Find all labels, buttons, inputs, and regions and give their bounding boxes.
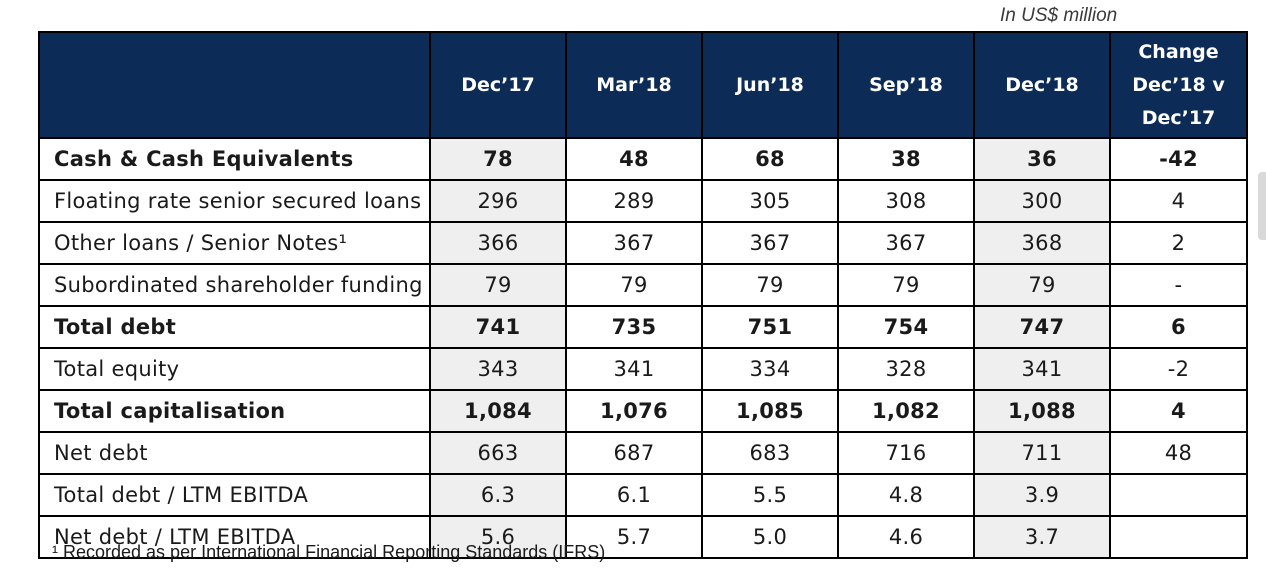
row-label: Subordinated shareholder funding	[39, 264, 430, 306]
cell-sep18: 754	[838, 306, 974, 348]
cell-sep18: 4.8	[838, 474, 974, 516]
cell-mar18: 687	[566, 432, 702, 474]
cell-dec17: 1,084	[430, 390, 566, 432]
cell-change: -42	[1110, 138, 1247, 180]
cell-mar18: 48	[566, 138, 702, 180]
cell-change	[1110, 474, 1247, 516]
cell-mar18: 367	[566, 222, 702, 264]
cell-mar18: 6.1	[566, 474, 702, 516]
cell-mar18: 5.7	[566, 516, 702, 558]
cell-mar18: 341	[566, 348, 702, 390]
cell-sep18: 1,082	[838, 390, 974, 432]
row-label: Total debt	[39, 306, 430, 348]
cell-sep18: 38	[838, 138, 974, 180]
cell-dec17: 663	[430, 432, 566, 474]
cell-dec18: 1,088	[974, 390, 1110, 432]
cell-jun18: 751	[702, 306, 838, 348]
table-row	[39, 222, 1247, 264]
cell-dec18: 747	[974, 306, 1110, 348]
cell-jun18: 334	[702, 348, 838, 390]
footnote: ¹ Recorded as per International Financial Reporting Standards (IFRS)	[52, 542, 606, 562]
cell-dec18: 341	[974, 348, 1110, 390]
cell-dec18: 79	[974, 264, 1110, 306]
cell-change: 4	[1110, 390, 1247, 432]
row-label: Floating rate senior secured loans	[39, 180, 430, 222]
capitalisation-table	[38, 31, 1248, 559]
column-header-dec18: Dec’18	[974, 32, 1110, 138]
row-label: Cash & Cash Equivalents	[39, 138, 430, 180]
table-row	[39, 306, 1247, 348]
header-corner-cell	[39, 32, 430, 138]
cell-dec18: 300	[974, 180, 1110, 222]
table-row	[39, 180, 1247, 222]
cell-change: 2	[1110, 222, 1247, 264]
row-label: Net debt	[39, 432, 430, 474]
column-header-dec17: Dec’17	[430, 32, 566, 138]
row-label: Other loans / Senior Notes¹	[39, 222, 430, 264]
cell-mar18: 1,076	[566, 390, 702, 432]
table-row	[39, 348, 1247, 390]
column-header-jun18: Jun’18	[702, 32, 838, 138]
cell-jun18: 1,085	[702, 390, 838, 432]
cell-sep18: 328	[838, 348, 974, 390]
scrollbar-thumb[interactable]	[1258, 172, 1266, 240]
cell-change: 4	[1110, 180, 1247, 222]
units-note: In US$ million	[1000, 5, 1118, 26]
cell-jun18: 79	[702, 264, 838, 306]
cell-change: -	[1110, 264, 1247, 306]
cell-mar18: 735	[566, 306, 702, 348]
cell-sep18: 716	[838, 432, 974, 474]
row-label: Total capitalisation	[39, 390, 430, 432]
cell-jun18: 367	[702, 222, 838, 264]
cell-change: 6	[1110, 306, 1247, 348]
cell-dec17: 343	[430, 348, 566, 390]
cell-dec18: 3.9	[974, 474, 1110, 516]
cell-change: -2	[1110, 348, 1247, 390]
table-row	[39, 138, 1247, 180]
cell-jun18: 5.0	[702, 516, 838, 558]
cell-dec18: 368	[974, 222, 1110, 264]
cell-change	[1110, 516, 1247, 558]
cell-dec17: 5.6	[430, 516, 566, 558]
cell-sep18: 367	[838, 222, 974, 264]
table-row	[39, 474, 1247, 516]
cell-sep18: 4.6	[838, 516, 974, 558]
cell-sep18: 79	[838, 264, 974, 306]
table-header-row	[39, 32, 1247, 138]
cell-dec17: 79	[430, 264, 566, 306]
cell-jun18: 5.5	[702, 474, 838, 516]
cell-dec17: 366	[430, 222, 566, 264]
cell-mar18: 289	[566, 180, 702, 222]
row-label: Net debt / LTM EBITDA	[39, 516, 430, 558]
cell-jun18: 305	[702, 180, 838, 222]
cell-dec18: 3.7	[974, 516, 1110, 558]
row-label: Total equity	[39, 348, 430, 390]
cell-dec18: 711	[974, 432, 1110, 474]
cell-dec18: 36	[974, 138, 1110, 180]
cell-jun18: 68	[702, 138, 838, 180]
cell-dec17: 6.3	[430, 474, 566, 516]
table-row	[39, 264, 1247, 306]
column-header-mar18: Mar’18	[566, 32, 702, 138]
cell-jun18: 683	[702, 432, 838, 474]
cell-mar18: 79	[566, 264, 702, 306]
cell-dec17: 296	[430, 180, 566, 222]
row-label: Total debt / LTM EBITDA	[39, 474, 430, 516]
column-header-change: Change Dec’18 v Dec’17	[1110, 32, 1247, 138]
table-row	[39, 390, 1247, 432]
cell-dec17: 741	[430, 306, 566, 348]
table-row	[39, 432, 1247, 474]
cell-change: 48	[1110, 432, 1247, 474]
column-header-sep18: Sep’18	[838, 32, 974, 138]
cell-dec17: 78	[430, 138, 566, 180]
cell-sep18: 308	[838, 180, 974, 222]
